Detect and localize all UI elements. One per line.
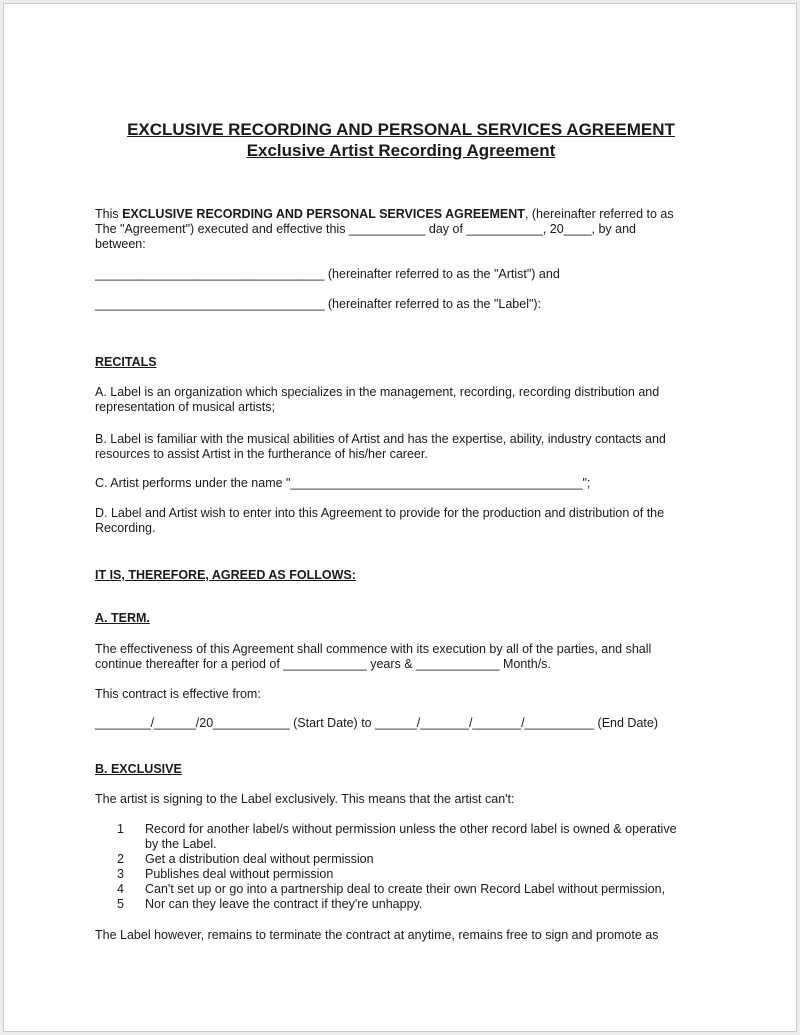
list-item <box>117 822 717 852</box>
term-line-1: The effectiveness of this Agreement shall commence with its execution by all of the parties, and shall <box>95 642 652 656</box>
intro-line-2: The "Agreement") executed and effective this ___________ day of ___________, 20____, by and <box>95 222 636 236</box>
list-item-number: 3 <box>117 867 124 881</box>
list-item-number: 5 <box>117 897 124 911</box>
list-item-number: 4 <box>117 882 124 896</box>
recital-b-line-2: resources to assist Artist in the furtherance of his/her career. <box>95 447 428 461</box>
recitals-heading: RECITALS <box>95 355 157 369</box>
list-item-number: 1 <box>117 822 124 836</box>
list-item-number: 2 <box>117 852 124 866</box>
exclusive-heading: B. EXCLUSIVE <box>95 762 182 776</box>
recital-d <box>95 506 705 536</box>
term-paragraph <box>95 642 705 672</box>
agreed-heading: IT IS, THEREFORE, AGREED AS FOLLOWS: <box>95 568 356 582</box>
recital-b-line-1: B. Label is familiar with the musical abilities of Artist and has the expertise, ability, industry contacts and <box>95 432 666 446</box>
intro-agreement-name: EXCLUSIVE RECORDING AND PERSONAL SERVICES AGREEMENT <box>122 207 525 221</box>
recital-d-line-2: Recording. <box>95 521 156 535</box>
intro-paragraph <box>95 207 705 252</box>
list-item <box>117 852 717 867</box>
list-item-text: Publishes deal without permission <box>145 867 334 881</box>
intro-line-1-suffix: , (hereinafter referred to as <box>524 207 674 221</box>
list-item <box>117 867 717 882</box>
recital-b <box>95 432 705 462</box>
intro-line-3: between: <box>95 237 146 251</box>
closing-paragraph: The Label however, remains to terminate the contract at anytime, remains free to sign and promote as <box>95 928 659 942</box>
exclusive-intro: The artist is signing to the Label exclusively. This means that the artist can't: <box>95 792 515 806</box>
list-item-text: Record for another label/s without permission unless the other record label is owned & operative <box>145 822 677 836</box>
list-item-text: Get a distribution deal without permission <box>145 852 374 866</box>
recital-c: C. Artist performs under the name "__________________________________________"; <box>95 476 591 490</box>
term-heading: A. TERM. <box>95 611 150 625</box>
exclusive-list <box>117 822 717 912</box>
party-artist-line: _________________________________ (hereinafter referred to as the "Artist") and <box>95 267 560 281</box>
party-label-line: _________________________________ (hereinafter referred to as the "Label"): <box>95 297 542 311</box>
list-item-text: Nor can they leave the contract if they're unhappy. <box>145 897 423 911</box>
list-item <box>117 882 717 897</box>
effective-from-line: This contract is effective from: <box>95 687 261 701</box>
list-item-text: Can't set up or go into a partnership deal to create their own Record Label without permission, <box>145 882 666 896</box>
recital-a-line-2: representation of musical artists; <box>95 400 275 414</box>
list-item-text-continued: by the Label. <box>145 837 217 851</box>
intro-prefix: This <box>95 207 123 221</box>
list-item <box>117 897 717 912</box>
dates-line: ________/______/20___________ (Start Date) to ______/_______/_______/__________ (End Date) <box>95 716 658 730</box>
document-title: EXCLUSIVE RECORDING AND PERSONAL SERVICES AGREEMENT <box>127 120 675 139</box>
document-subtitle: Exclusive Artist Recording Agreement <box>246 141 556 160</box>
term-line-2: continue thereafter for a period of ____________ years & ____________ Month/s. <box>95 657 551 671</box>
intro-line-1 <box>95 207 705 222</box>
recital-a <box>95 385 705 415</box>
document-page <box>3 3 797 1032</box>
recital-a-line-1: A. Label is an organization which specializes in the management, recording, recording distribution and <box>95 385 660 399</box>
recital-d-line-1: D. Label and Artist wish to enter into this Agreement to provide for the production and distribution of the <box>95 506 665 520</box>
